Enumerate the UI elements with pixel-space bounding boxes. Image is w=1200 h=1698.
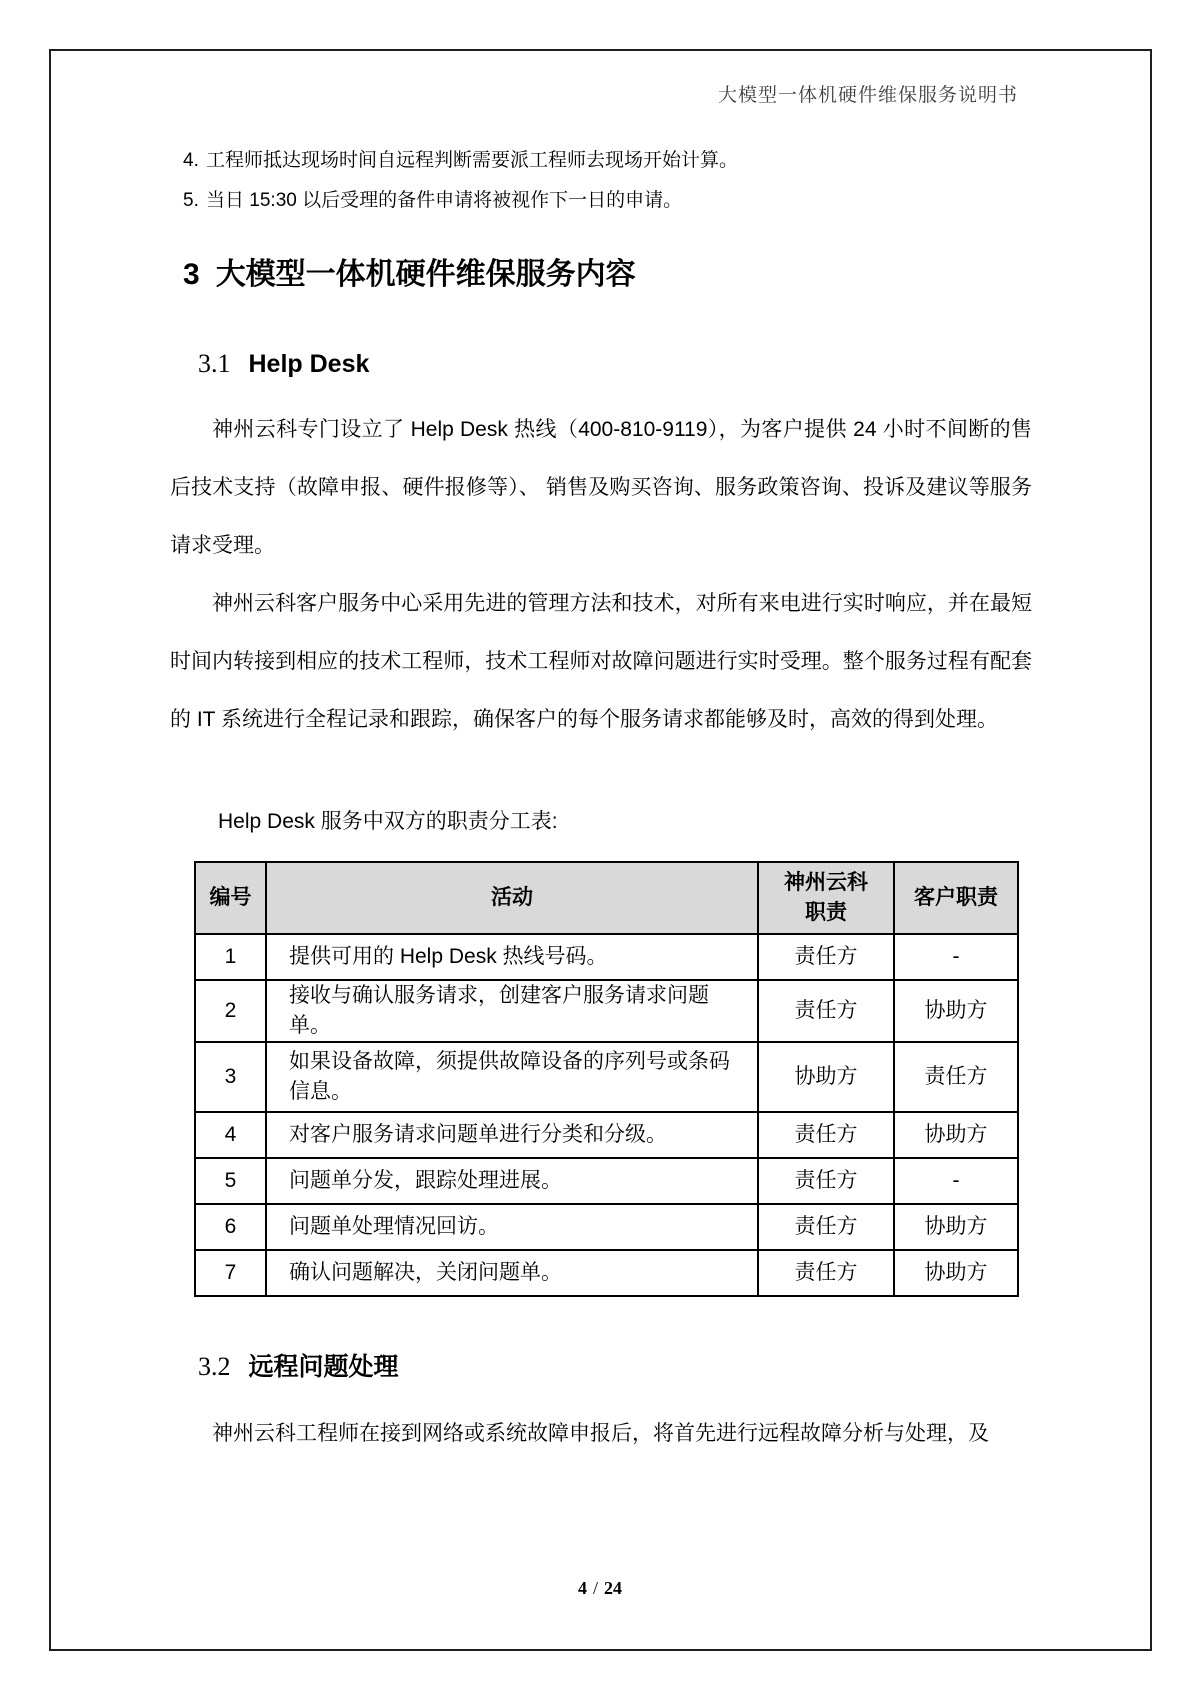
cell-activity: 确认问题解决，关闭问题单。 [266, 1250, 758, 1296]
cell-activity: 接收与确认服务请求，创建客户服务请求问题单。 [266, 980, 758, 1042]
paragraph-helpdesk-intro: 神州云科专门设立了 Help Desk 热线（400-810-9119），为客户提供 24 小时不间断的售后技术支持（故障申报、硬件报修等）、 销售及购买咨询、服务政策咨询、投诉及建议等服务请求受理。 [170, 418, 1032, 557]
cell-number: 1 [195, 934, 266, 980]
section-3-2-heading [170, 1347, 1032, 1383]
cell-customer-role: - [894, 934, 1018, 980]
cell-vendor-role: 责任方 [758, 980, 894, 1042]
cell-number: 4 [195, 1112, 266, 1158]
cell-number: 3 [195, 1042, 266, 1112]
section-3-heading [170, 249, 1032, 293]
cell-customer-role: 协助方 [894, 1250, 1018, 1296]
header-cell-number: 编号 [195, 862, 266, 934]
cell-vendor-role: 责任方 [758, 1112, 894, 1158]
list-item-number: 5. [183, 190, 199, 211]
table-row [195, 1250, 1018, 1296]
section-title: 远程问题处理 [248, 1353, 399, 1381]
running-header: 大模型一体机硬件维保服务说明书 [717, 85, 1018, 106]
cell-activity: 对客户服务请求问题单进行分类和分级。 [266, 1112, 758, 1158]
section-number: 3 [183, 258, 200, 291]
cell-vendor-role: 责任方 [758, 1158, 894, 1204]
table-row [195, 1042, 1018, 1112]
numbered-list [170, 141, 1032, 221]
page-number [0, 1578, 1200, 1599]
list-item-text: 当日 15:30 以后受理的备件申请将被视作下一日的申请。 [206, 190, 683, 211]
cell-activity: 提供可用的 Help Desk 热线号码。 [266, 934, 758, 980]
cell-vendor-role: 协助方 [758, 1042, 894, 1112]
cell-vendor-role: 责任方 [758, 1204, 894, 1250]
cell-number: 6 [195, 1204, 266, 1250]
cell-number: 5 [195, 1158, 266, 1204]
section-number: 3.2 [198, 1352, 231, 1381]
page-number-total: 24 [604, 1578, 622, 1598]
header-vendor-line2: 职责 [805, 901, 847, 924]
paragraph-service-center: 神州云科客户服务中心采用先进的管理方法和技术，对所有来电进行实时响应，并在最短时间内转接到相应的技术工程师，技术工程师对故障问题进行实时受理。整个服务过程有配套的 IT 系统进行全程记录和跟踪，确保客户的每个服务请求都能够及时，高效的得到处理。 [170, 592, 1032, 731]
header-cell-vendor [758, 862, 894, 934]
section-3-1-heading [170, 349, 1032, 379]
cell-activity: 问题单处理情况回访。 [266, 1204, 758, 1250]
table-row [195, 980, 1018, 1042]
section-number: 3.1 [198, 349, 231, 378]
page-content [170, 0, 1032, 1463]
section-title: Help Desk [248, 350, 370, 378]
list-item [170, 181, 1032, 221]
section-title: 大模型一体机硬件维保服务内容 [215, 258, 636, 291]
page-number-current: 4 [577, 1578, 587, 1598]
header-vendor-line1: 神州云科 [784, 871, 868, 894]
list-item [170, 141, 1032, 181]
cell-customer-role: - [894, 1158, 1018, 1204]
cell-vendor-role: 责任方 [758, 1250, 894, 1296]
table-header-row [195, 862, 1018, 934]
responsibility-table [194, 861, 1019, 1297]
header-cell-customer: 客户职责 [894, 862, 1018, 934]
header-cell-activity: 活动 [266, 862, 758, 934]
cell-number: 2 [195, 980, 266, 1042]
cell-activity: 问题单分发，跟踪处理进展。 [266, 1158, 758, 1204]
cell-customer-role: 协助方 [894, 1204, 1018, 1250]
list-item-number: 4. [183, 150, 199, 171]
table-row [195, 1112, 1018, 1158]
cell-customer-role: 责任方 [894, 1042, 1018, 1112]
table-row [195, 1204, 1018, 1250]
list-item-text: 工程师抵达现场时间自远程判断需要派工程师去现场开始计算。 [206, 150, 739, 171]
cell-activity: 如果设备故障，须提供故障设备的序列号或条码信息。 [266, 1042, 758, 1112]
table-row [195, 1158, 1018, 1204]
cell-vendor-role: 责任方 [758, 934, 894, 980]
paragraph-remote-handling: 神州云科工程师在接到网络或系统故障申报后，将首先进行远程故障分析与处理，及 [212, 1422, 989, 1445]
page-number-separator: / [592, 1578, 598, 1598]
cell-customer-role: 协助方 [894, 980, 1018, 1042]
table-row [195, 934, 1018, 980]
table-caption: Help Desk 服务中双方的职责分工表: [218, 810, 558, 833]
cell-number: 7 [195, 1250, 266, 1296]
cell-customer-role: 协助方 [894, 1112, 1018, 1158]
